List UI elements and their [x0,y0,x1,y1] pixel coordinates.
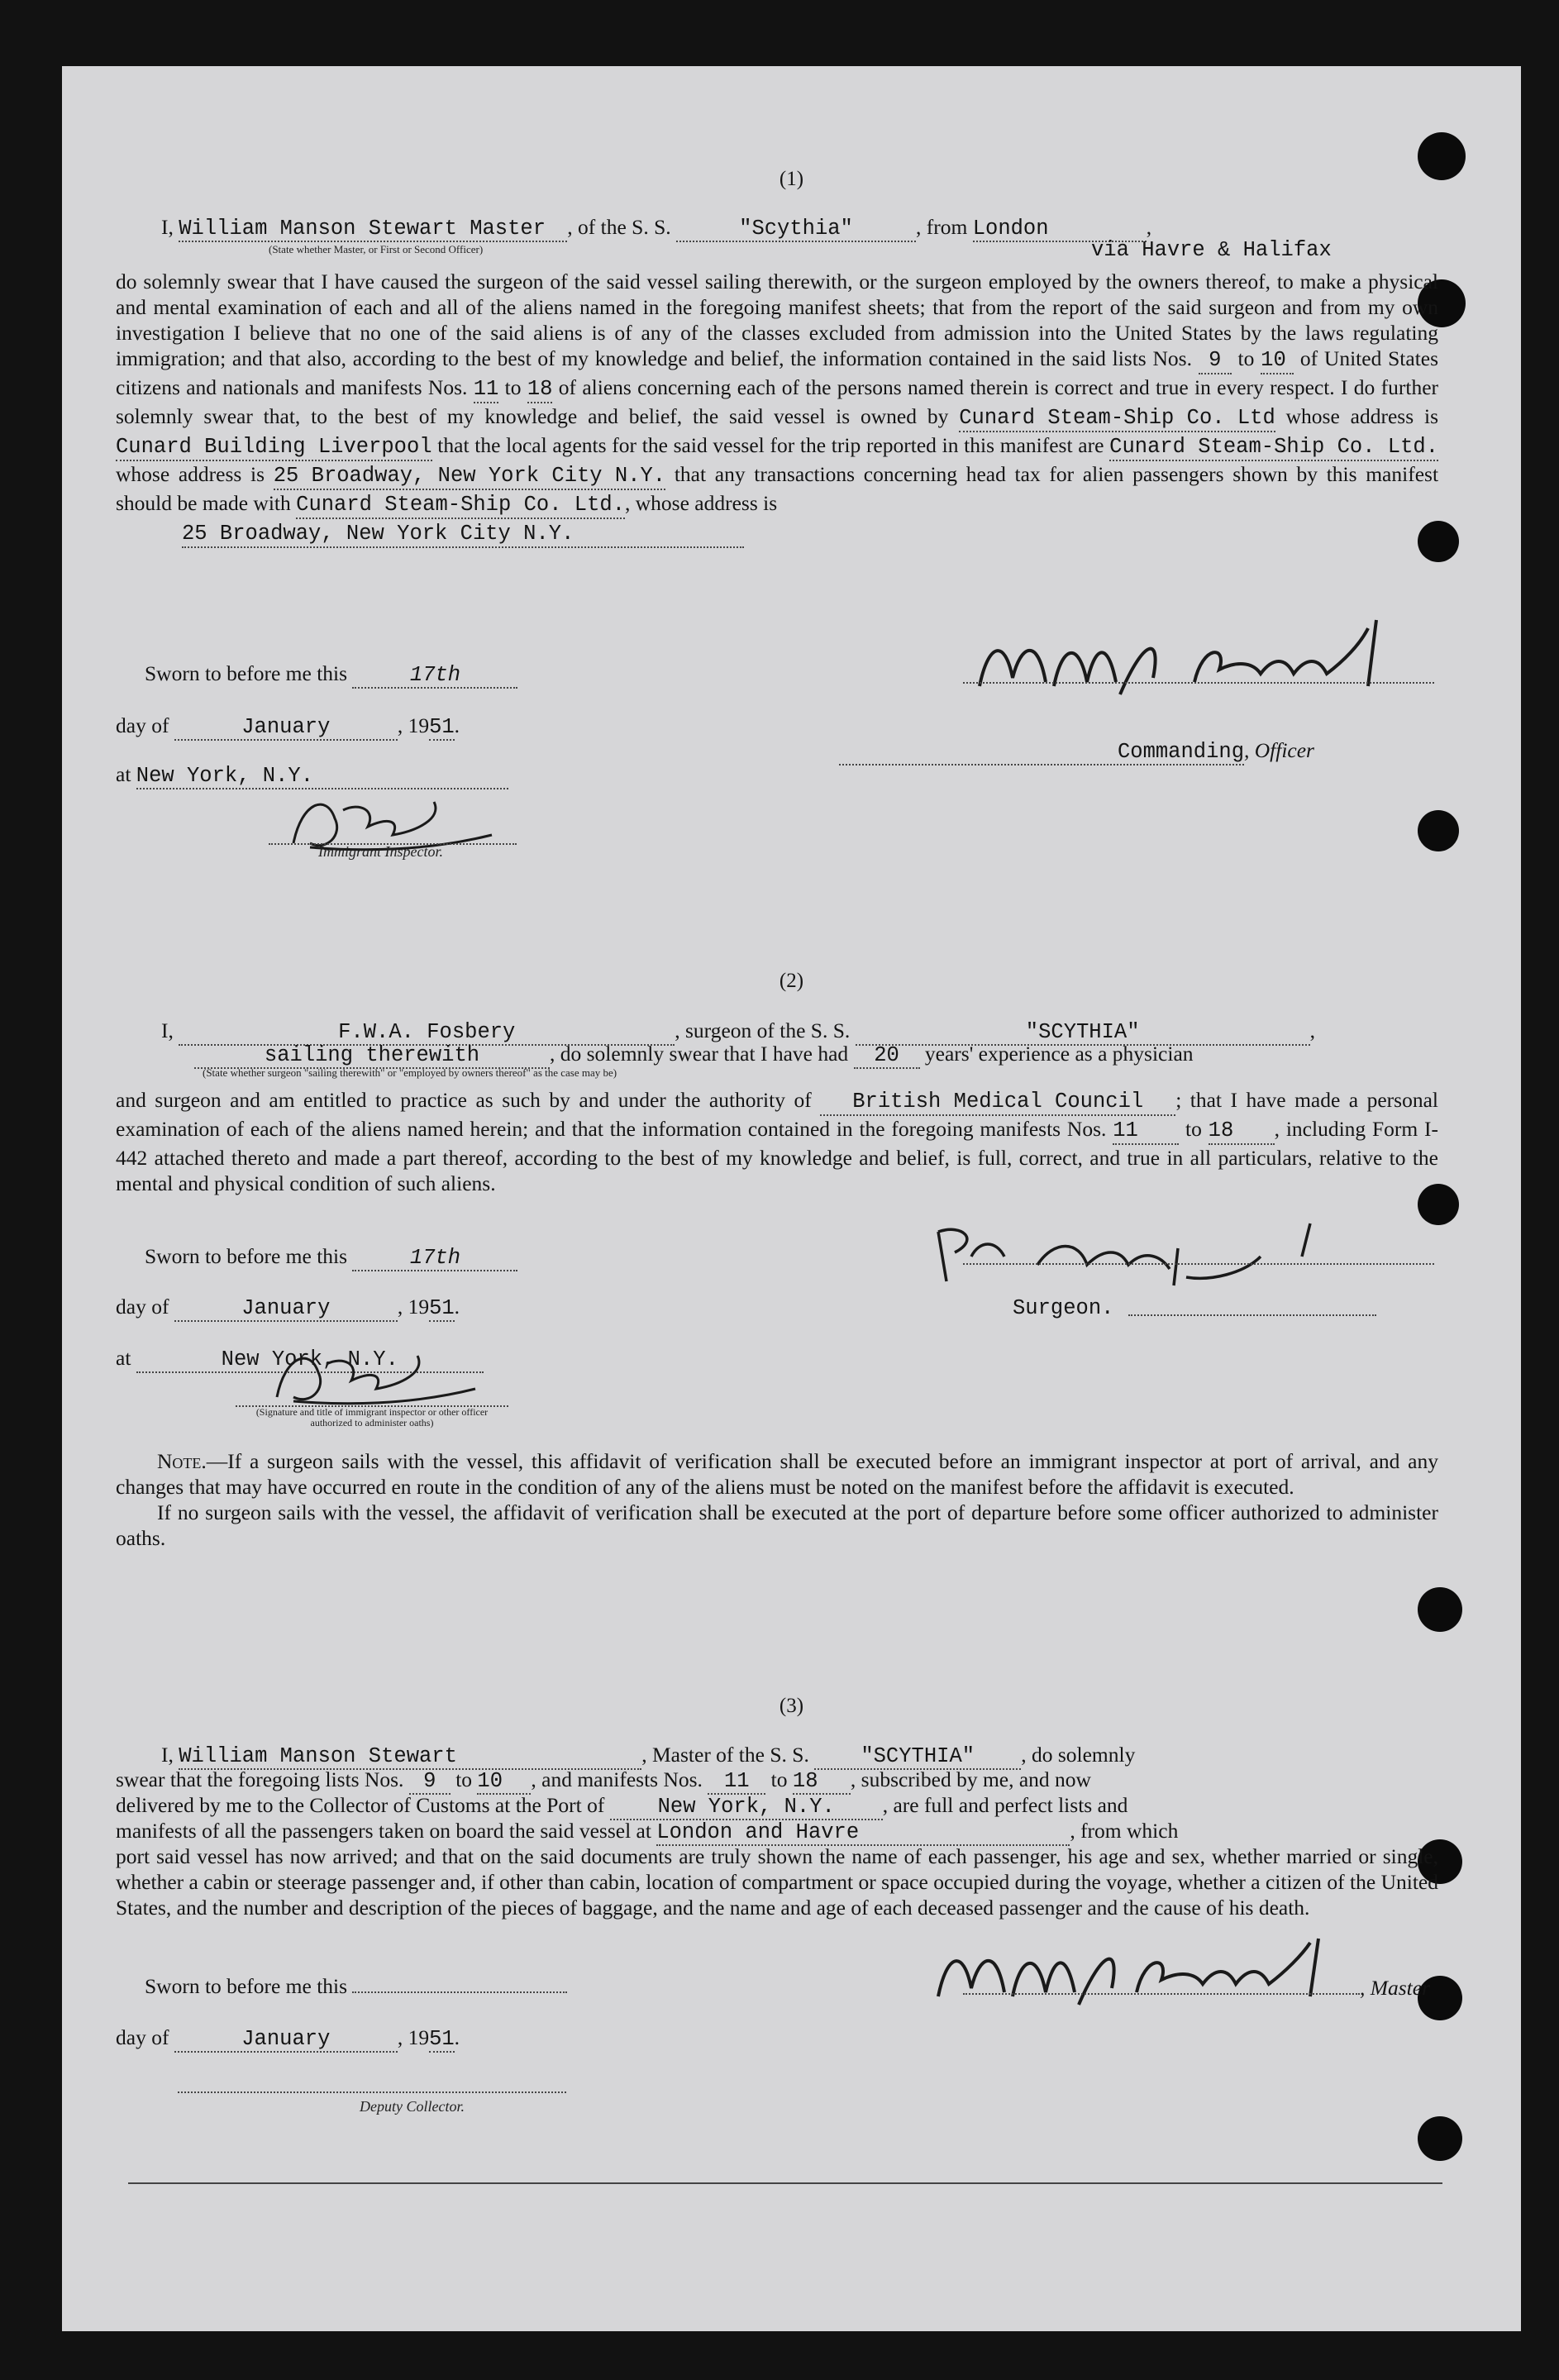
master-signature [913,1930,1376,2013]
note-text: —If a surgeon sails with the vessel, this affidavit of verification shall be executed before an immigrant inspector at port of arrival, and any changes that may have occurred en route in the condition of any of the aliens must be noted on the manifest before the affidavit is executed. [116,1449,1438,1499]
label: at [116,762,131,786]
lists-from-field[interactable]: 9 [1199,347,1232,374]
body-text: whose address is [1285,404,1438,428]
label: , 19 [397,1295,430,1319]
s3-master-line [963,1976,1430,2001]
s2-line1: I, F.W.A. Fosbery , surgeon of the S. S. "SCYTHIA" , [161,1018,1316,1044]
place-field[interactable]: New York, N.Y. [136,764,508,789]
lists-to-field[interactable]: 10 [477,1769,531,1795]
master-signature-line [963,1993,1360,1995]
s3-line1 [161,1743,1135,1770]
label: , subscribed by me, and now [850,1767,1091,1791]
label: day of [116,1295,169,1319]
note-label: Note. [157,1449,207,1473]
years-field[interactable]: 20 [854,1043,920,1069]
officer-title-field[interactable]: Commanding [839,740,1244,766]
label: to [455,1767,473,1791]
month-field[interactable]: January [174,715,398,741]
s2-dayof: day of January , 1951. [116,1295,460,1320]
boarding-port-field[interactable]: London and Havre [656,1820,1070,1846]
surgeon-signature [913,1207,1376,1298]
master-signature [955,612,1418,711]
master-caption: (State whether Master, or First or Second Officer) [269,243,484,255]
section-number: (3) [779,1695,804,1717]
label: , Master of the S. S. [641,1743,809,1767]
signature-line [963,682,1434,684]
sworn-day-field[interactable]: 17th [352,1246,517,1271]
lists-to-field[interactable]: 10 [1261,347,1294,374]
port-from-field[interactable]: London [973,217,1147,242]
body-text: , whose address is [625,491,778,515]
label: to [504,375,522,399]
year-field[interactable]: 51 [429,2027,455,2051]
surgeon-title: Surgeon. [1013,1296,1114,1320]
sworn-day-field[interactable] [352,1991,567,1993]
manifests-to-field[interactable]: 18 [527,376,553,403]
label: Sworn to before me this [145,661,348,685]
s1-body [116,269,1438,548]
label: manifests of all the passengers taken on board the said vessel at [116,1819,651,1843]
body-text: of aliens concerning each of the persons named therein is correct and true in every respect. I do further solemnly swear that, to the best of my knowledge and belief, the said vessel is owned by [116,375,1439,428]
month-field[interactable]: January [174,2027,398,2053]
sig-caption: (Signature and title of immigrant inspector or other officer authorized to administer oaths) [255,1406,489,1428]
label: to [770,1767,788,1791]
body-text: do solemnly swear that I have caused the surgeon of the said vessel sailing therewith, or the surgeon employed by the owners thereof, to make a physical and mental examination of each and all of the aliens named in the foregoing manifest sheets; that from the report of the said surgeon and from my own investigation I believe that no one of the said aliens is of any of the classes excluded from admission into the United States by the laws regulating immigration; and that also, according to the best of my knowledge and belief, the information contained in the said lists Nos. [116,269,1438,370]
label: , 19 [397,713,430,737]
punch-hole [1418,810,1459,851]
label: I, [161,1018,174,1042]
s1-line1: I, William Manson Stewart Master , of the S. S. "Scythia" , from London , [161,215,1152,241]
master-name-field[interactable]: William Manson Stewart [179,1744,641,1770]
label: , surgeon of the S. S. [675,1018,851,1042]
lists-from-field[interactable]: 9 [409,1769,451,1795]
manifests-to-field[interactable]: 18 [793,1769,851,1795]
s1-commanding [839,738,1314,766]
sworn-day-field[interactable]: 17th [352,663,517,689]
port-field[interactable]: New York, N.Y. [610,1795,883,1820]
body-text: port said vessel has now arrived; and that on the said documents are truly shown the name of each passenger, his age and sex, whether married or single, whether a cabin or steerage passenger and, if other than cabin, location of compartment or space occupied during the voyage, whether a citizen of the United States, and the number and description of the pieces of baggage, and the name and age of each deceased passenger and the cause of his death. [116,1844,1438,1920]
sailing-status-field[interactable]: sailing therewith [194,1043,550,1069]
label: , from which [1070,1819,1179,1843]
inspector-caption: Immigrant Inspector. [318,843,443,860]
label: , and manifests Nos. [531,1767,703,1791]
label: years' experience as a physician [924,1042,1194,1066]
label: , are full and perfect lists and [882,1793,1128,1817]
ship-name-field[interactable]: "Scythia" [676,217,916,242]
master-name-field[interactable]: William Manson Stewart Master [179,217,567,242]
body-text: of United States citizens and nationals and manifests Nos. [116,346,1439,399]
body-text: and surgeon and am entitled to practice as such by and under the authority of [116,1088,812,1112]
s2-body [116,1087,1438,1196]
agents-address-field[interactable]: 25 Broadway, New York City N.Y. [274,463,665,490]
owner-address-field[interactable]: Cunard Building Liverpool [116,434,432,461]
body-text: , including Form I-442 attached thereto and made a part thereof, according to the best of my knowledge and belief, is full, correct, and true in all particulars, relative to the mental and physical condition of such aliens. [116,1117,1439,1195]
punch-hole [1418,2116,1462,2161]
s1-sworn [145,661,517,689]
manifests-from-field[interactable]: 11 [474,376,499,403]
agents-field[interactable]: Cunard Steam-Ship Co. Ltd. [1109,434,1438,461]
collector-caption: Deputy Collector. [360,2098,465,2115]
label: delivered by me to the Collector of Customs at the Port of [116,1793,605,1817]
authority-field[interactable]: British Medical Council [820,1089,1175,1116]
label: , do solemnly [1021,1743,1136,1767]
s3-line4 [116,1819,1178,1846]
s3-line2 [116,1767,1091,1795]
label: , Officer [1244,738,1314,762]
section-number: (2) [779,970,804,992]
label: to [1237,346,1255,370]
ship-name-field[interactable]: "SCYTHIA" [814,1744,1021,1770]
manifests-to-field[interactable]: 18 [1209,1118,1275,1145]
manifests-from-field[interactable]: 11 [708,1769,765,1795]
collector-line [178,2091,566,2093]
tax-address-field[interactable]: 25 Broadway, New York City N.Y. [182,521,744,548]
bottom-rule [128,2182,1442,2184]
s3-line3 [116,1793,1128,1820]
body-text: that any transactions concerning head tax for alien passengers shown by this manifest should be made with [116,462,1439,515]
tax-agent-field[interactable]: Cunard Steam-Ship Co. Ltd. [296,492,625,519]
body-text: whose address is [116,462,265,486]
note-text: If no surgeon sails with the vessel, the affidavit of verification shall be executed at the port of departure before some officer authorized to administer oaths. [116,1500,1438,1550]
s3-body [116,1843,1438,1920]
label: Sworn to before me this [145,1244,348,1268]
section-number: (1) [779,168,804,190]
label: to [1185,1117,1202,1141]
manifests-from-field[interactable]: 11 [1113,1118,1179,1145]
label: day of [116,2025,169,2049]
s2-note [116,1448,1438,1551]
surgeon-title-line [1128,1314,1376,1316]
s2-sworn [145,1244,517,1271]
ship-name-field[interactable]: "SCYTHIA" [856,1020,1310,1046]
label: , 19 [397,2025,430,2049]
month-field[interactable]: January [174,1296,398,1322]
label: I, [161,215,174,239]
label: , Master [1360,1976,1430,2000]
inspector-signature [236,1339,508,1414]
owner-field[interactable]: Cunard Steam-Ship Co. Ltd [959,405,1275,432]
s1-dayof: day of January , 1951. [116,713,460,739]
manifest-page [62,66,1521,2331]
punch-hole [1418,1587,1462,1632]
label: , do solemnly swear that I have had [550,1042,849,1066]
label: Sworn to before me this [145,1974,348,1998]
via-ports-field[interactable]: via Havre & Halifax [1091,238,1332,262]
label: at [116,1346,131,1370]
label: swear that the foregoing lists Nos. [116,1767,404,1791]
label: I, [161,1743,174,1767]
s3-dayof: day of January , 1951. [116,2025,460,2051]
signature-line [963,1263,1434,1265]
year-field[interactable]: 51 [429,1296,455,1320]
year-field[interactable]: 51 [429,715,455,739]
s2-line2 [194,1042,1194,1069]
body-text: ; that I have made a personal examination of each of the aliens named herein; and that the information contained in the foregoing manifests Nos. [116,1088,1439,1141]
surgeon-name-field[interactable]: F.W.A. Fosbery [179,1020,675,1046]
place-field[interactable]: New York, N.Y. [136,1347,484,1373]
surgeon-caption: (State whether surgeon "sailing therewith" or "employed by owners thereof" as the case may be) [203,1066,617,1079]
s3-sworn [145,1974,567,1999]
body-text: that the local agents for the said vessel for the trip reported in this manifest are [437,433,1104,457]
label: , from [916,215,968,239]
label: , of the S. S. [567,215,671,239]
label: day of [116,713,169,737]
